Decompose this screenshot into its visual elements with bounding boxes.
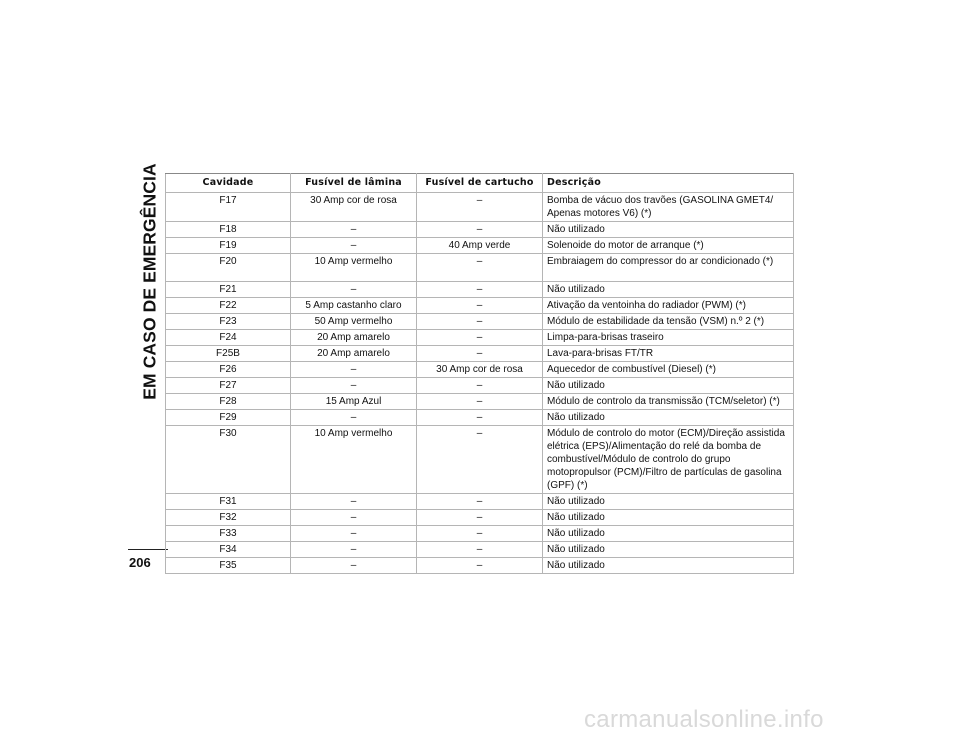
cell-fusivel-cartucho: – [417,193,543,222]
cell-fusivel-lamina: – [291,378,417,394]
cell-fusivel-cartucho: – [417,558,543,574]
table-row [166,254,794,282]
cell-cavidade: F26 [166,362,291,378]
page-number-rule [128,549,168,550]
cell-descricao: Não utilizado [543,542,794,558]
cell-fusivel-lamina: – [291,222,417,238]
cell-cavidade: F20 [166,254,291,282]
cell-fusivel-lamina: – [291,542,417,558]
cell-cavidade: F28 [166,394,291,410]
cell-fusivel-cartucho: 30 Amp cor de rosa [417,362,543,378]
cell-descricao: Solenoide do motor de arranque (*) [543,238,794,254]
table-row [166,394,794,410]
cell-descricao: Não utilizado [543,410,794,426]
table-row [166,426,794,494]
table-row [166,282,794,298]
table-row [166,558,794,574]
cell-fusivel-cartucho: – [417,298,543,314]
page-number: 206 [129,555,151,570]
cell-cavidade: F25B [166,346,291,362]
cell-fusivel-cartucho: – [417,410,543,426]
cell-fusivel-cartucho: – [417,222,543,238]
cell-cavidade: F22 [166,298,291,314]
cell-fusivel-lamina: 10 Amp vermelho [291,426,417,494]
table-body [166,193,794,574]
cell-descricao: Módulo de estabilidade da tensão (VSM) n.º 2 (*) [543,314,794,330]
cell-fusivel-lamina: 20 Amp amarelo [291,330,417,346]
cell-fusivel-cartucho: – [417,254,543,282]
header-fusivel-cartucho: Fusível de cartucho [417,174,543,193]
cell-fusivel-cartucho: – [417,346,543,362]
cell-fusivel-lamina: – [291,558,417,574]
table-row [166,494,794,510]
cell-fusivel-cartucho: – [417,494,543,510]
table-row [166,346,794,362]
cell-fusivel-cartucho: – [417,394,543,410]
cell-fusivel-cartucho: – [417,378,543,394]
cell-fusivel-lamina: – [291,526,417,542]
table-row [166,314,794,330]
cell-fusivel-cartucho: – [417,330,543,346]
header-cavidade: Cavidade [166,174,291,193]
table-row [166,526,794,542]
cell-fusivel-lamina: – [291,238,417,254]
cell-cavidade: F31 [166,494,291,510]
cell-cavidade: F23 [166,314,291,330]
cell-fusivel-lamina: – [291,282,417,298]
cell-fusivel-lamina: 5 Amp castanho claro [291,298,417,314]
cell-fusivel-lamina: – [291,410,417,426]
cell-descricao: Não utilizado [543,510,794,526]
cell-fusivel-cartucho: – [417,526,543,542]
cell-cavidade: F24 [166,330,291,346]
cell-fusivel-lamina: – [291,362,417,378]
table-header-row [166,174,794,193]
header-fusivel-lamina: Fusível de lâmina [291,174,417,193]
cell-descricao: Não utilizado [543,494,794,510]
cell-cavidade: F29 [166,410,291,426]
table-row [166,542,794,558]
table-row [166,330,794,346]
cell-fusivel-lamina: – [291,494,417,510]
table-row [166,362,794,378]
cell-descricao: Lava-para-brisas FT/TR [543,346,794,362]
cell-cavidade: F19 [166,238,291,254]
cell-cavidade: F34 [166,542,291,558]
cell-cavidade: F30 [166,426,291,494]
cell-descricao: Não utilizado [543,378,794,394]
cell-cavidade: F27 [166,378,291,394]
header-descricao: Descrição [543,174,794,193]
cell-descricao: Limpa-para-brisas traseiro [543,330,794,346]
table-row [166,410,794,426]
table-row [166,378,794,394]
cell-cavidade: F32 [166,510,291,526]
table-row [166,222,794,238]
cell-fusivel-cartucho: 40 Amp verde [417,238,543,254]
cell-descricao: Módulo de controlo do motor (ECM)/Direção assistida elétrica (EPS)/Alimentação do relé da bomba de combustível/Módulo de controlo do grupo motopropulsor (PCM)/Filtro de partículas de gasolina (GPF) (*) [543,426,794,494]
cell-cavidade: F17 [166,193,291,222]
watermark: carmanualsonline.info [584,706,824,733]
cell-descricao: Módulo de controlo da transmissão (TCM/seletor) (*) [543,394,794,410]
cell-fusivel-lamina: 30 Amp cor de rosa [291,193,417,222]
cell-descricao: Bomba de vácuo dos travões (GASOLINA GMET4/ Apenas motores V6) (*) [543,193,794,222]
cell-fusivel-lamina: – [291,510,417,526]
cell-descricao: Embraiagem do compressor do ar condicionado (*) [543,254,794,282]
cell-cavidade: F33 [166,526,291,542]
cell-fusivel-cartucho: – [417,282,543,298]
section-title-text: EM CASO DE EMERGÊNCIA [139,162,160,400]
fuse-table [165,173,794,574]
section-title-vertical [137,162,163,400]
table-row [166,193,794,222]
cell-descricao: Não utilizado [543,282,794,298]
cell-descricao: Não utilizado [543,558,794,574]
cell-fusivel-lamina: 15 Amp Azul [291,394,417,410]
cell-fusivel-lamina: 50 Amp vermelho [291,314,417,330]
cell-cavidade: F18 [166,222,291,238]
cell-descricao: Aquecedor de combustível (Diesel) (*) [543,362,794,378]
cell-fusivel-cartucho: – [417,426,543,494]
cell-descricao: Não utilizado [543,526,794,542]
cell-descricao: Ativação da ventoinha do radiador (PWM) (*) [543,298,794,314]
cell-fusivel-cartucho: – [417,510,543,526]
table-row [166,238,794,254]
cell-fusivel-cartucho: – [417,542,543,558]
cell-fusivel-lamina: 20 Amp amarelo [291,346,417,362]
cell-fusivel-cartucho: – [417,314,543,330]
cell-cavidade: F21 [166,282,291,298]
table-row [166,510,794,526]
cell-descricao: Não utilizado [543,222,794,238]
cell-fusivel-lamina: 10 Amp vermelho [291,254,417,282]
table-row [166,298,794,314]
cell-cavidade: F35 [166,558,291,574]
